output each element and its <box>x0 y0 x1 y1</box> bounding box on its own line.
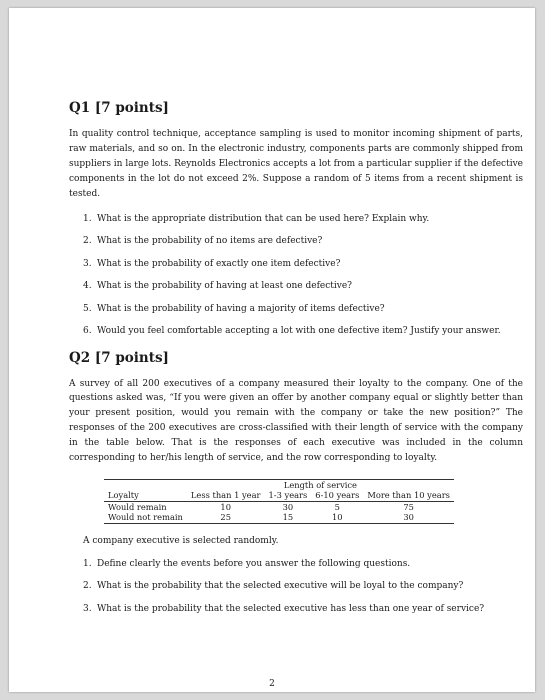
q1-item-text: What is the probability of exactly one item defective? <box>97 258 341 269</box>
q1-item-number: 6. <box>83 326 92 337</box>
table-header-row <box>104 490 454 501</box>
q1-item <box>83 304 523 315</box>
table-cell: 15 <box>265 512 312 523</box>
table-row <box>104 501 454 512</box>
table-row <box>104 512 454 523</box>
q2-heading: Q2 [7 points] <box>69 349 169 366</box>
q1-question-list <box>69 214 523 338</box>
table-row-label: Would remain <box>108 501 167 512</box>
q1-item <box>83 326 523 337</box>
q1-item-number: 4. <box>83 281 92 292</box>
q1-heading: Q1 [7 points] <box>69 100 169 116</box>
table-column-header: Less than 1 year <box>187 490 265 501</box>
table-group-header-row <box>104 479 454 490</box>
q1-item-number: 2. <box>83 236 92 247</box>
q1-item-text: Would you feel comfortable accepting a lot with one defective item? Justify your answer. <box>97 326 501 337</box>
q2-question-list <box>69 559 523 615</box>
q2-item-number: 3. <box>83 603 92 614</box>
table-cell: 10 <box>311 512 363 523</box>
q2-item <box>83 559 523 570</box>
q1-item-number: 5. <box>83 303 92 314</box>
table-empty-cell <box>104 479 187 490</box>
q1-item-number: 3. <box>83 258 92 269</box>
table-cell: 30 <box>282 501 294 512</box>
table-row-label: Would not remain <box>104 512 187 523</box>
q1-item-text: What is the appropriate distribution that can be used here? Explain why. <box>97 213 430 224</box>
q2-item-text: Define clearly the events before you answer the following questions. <box>97 558 411 569</box>
q1-item <box>83 281 523 292</box>
table-group-header: Length of service <box>187 479 454 490</box>
q1-item <box>83 236 523 247</box>
q2-intro: A survey of all 200 executives of a company measured their loyalty to the company. One of the questions asked was, “If you were given an offer by another company equal or slightly better than your present position, would you remain with the company or take the new position?” The responses of the 200 executives are cross-classified with their length of service with the company in the table below. That is the responses of each executive was included in the column corresponding to her/his length of service, and the row corresponding to loyalty. <box>69 378 523 464</box>
q2-item-text: What is the probability that the selected executive will be loyal to the company? <box>97 581 464 592</box>
q2-selected-line: A company executive is selected randomly. <box>83 535 279 546</box>
q2-item-number: 2. <box>83 581 92 592</box>
table-column-header: More than 10 years <box>363 490 454 501</box>
table-cell: 30 <box>363 512 454 523</box>
table-column-header: 6-10 years <box>311 490 363 501</box>
table-cell: 5 <box>334 501 340 512</box>
q2-item <box>83 604 523 615</box>
q1-intro: In quality control technique, acceptance sampling is used to monitor incoming shipment of parts, raw materials, and so on. In the electronic industry, components parts are commonly shipped from suppliers in large lots. Reynolds Electronics accepts a lot from a particular supplier if the defective components in the lot do not exceed 2%. Suppose a random of 5 items from a recent shipment is tested. <box>69 129 523 199</box>
q1-item-number: 1. <box>83 213 92 224</box>
q1-item <box>83 214 523 225</box>
page-content <box>69 99 523 626</box>
document-page <box>9 8 535 692</box>
q2-item-number: 1. <box>83 558 92 569</box>
q1-item-text: What is the probability of having a majority of items defective? <box>97 303 385 314</box>
loyalty-table <box>104 479 454 524</box>
table-column-header: 1-3 years <box>265 490 312 501</box>
q1-item <box>83 259 523 270</box>
table-cell: 75 <box>403 501 414 512</box>
page-number: 2 <box>269 679 275 689</box>
q2-item <box>83 581 523 592</box>
table-row-header: Loyalty <box>104 490 187 501</box>
q2-item-text: What is the probability that the selected executive has less than one year of service? <box>97 603 485 614</box>
q1-item-text: What is the probability of having at least one defective? <box>97 281 352 292</box>
table-cell: 10 <box>220 501 231 512</box>
q1-item-text: What is the probability of no items are defective? <box>97 236 323 247</box>
table-cell: 25 <box>187 512 265 523</box>
